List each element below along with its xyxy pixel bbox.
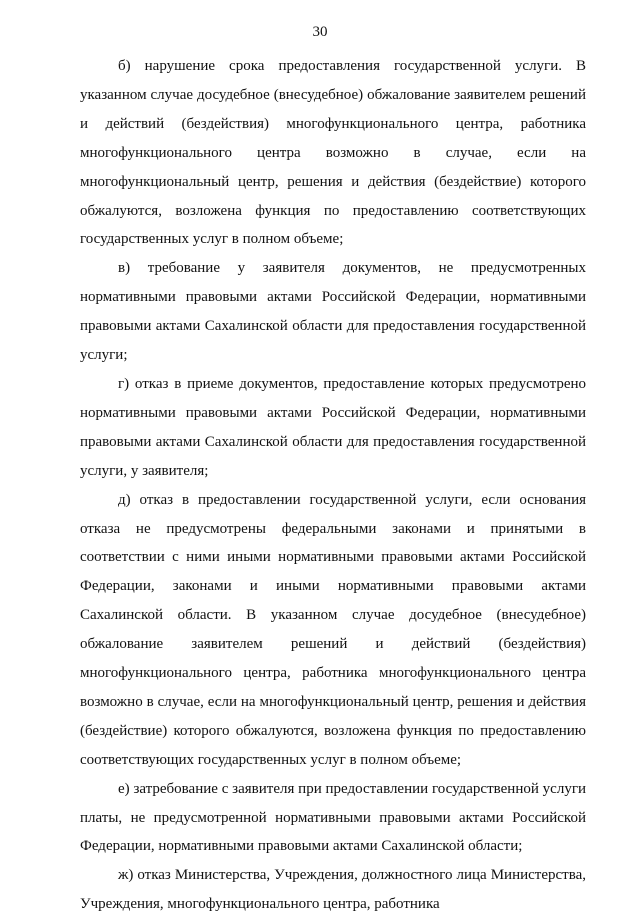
paragraph-e: е) затребование с заявителя при предоставлении государственной услуги платы, не предусмотренной нормативными правовыми актами Российской Федерации, нормативными правовыми актами Сахалинской области;	[80, 780, 586, 855]
document-body	[80, 52, 586, 919]
paragraph-v: в) требование у заявителя документов, не предусмотренных нормативными правовыми актами Российской Федерации, нормативными правовыми актами Сахалинской области для предоставления государственной услуги;	[80, 260, 586, 364]
paragraph-b: б) нарушение срока предоставления государственной услуги. В указанном случае досудебное (внесудебное) обжалование заявителем решений и действий (бездействия) многофункционального центра, работника многофункционального центра возможно в случае, если на многофункциональный центр, решения и действия (бездействие) которого обжалуются, возложена функция по предоставлению соответствующих государственных услуг в полном объеме;	[80, 58, 586, 248]
paragraph-d: д) отказ в предоставлении государственной услуги, если основания отказа не предусмотрены федеральными законами и принятыми в соответствии с ними иными нормативными правовыми актами Российской Федерации, законами и иными нормативными правовыми актами Сахалинской области. В указанном случае досудебное (внесудебное) обжалование заявителем решений и действий (бездействия) многофункционального центра, работника многофункционального центра возможно в случае, если на многофункциональный центр, решения и действия (бездействие) которого обжалуются, возложена функция по предоставлению соответствующих государственных услуг в полном объеме;	[80, 491, 586, 768]
page-number: 30	[312, 24, 328, 40]
paragraph-zh: ж) отказ Министерства, Учреждения, должностного лица Министерства, Учреждения, многофункционального центра, работника	[80, 867, 586, 913]
paragraph-g: г) отказ в приеме документов, предоставление которых предусмотрено нормативными правовыми актами Российской Федерации, нормативными правовыми актами Сахалинской области для предоставления государственной услуги, у заявителя;	[80, 375, 586, 479]
